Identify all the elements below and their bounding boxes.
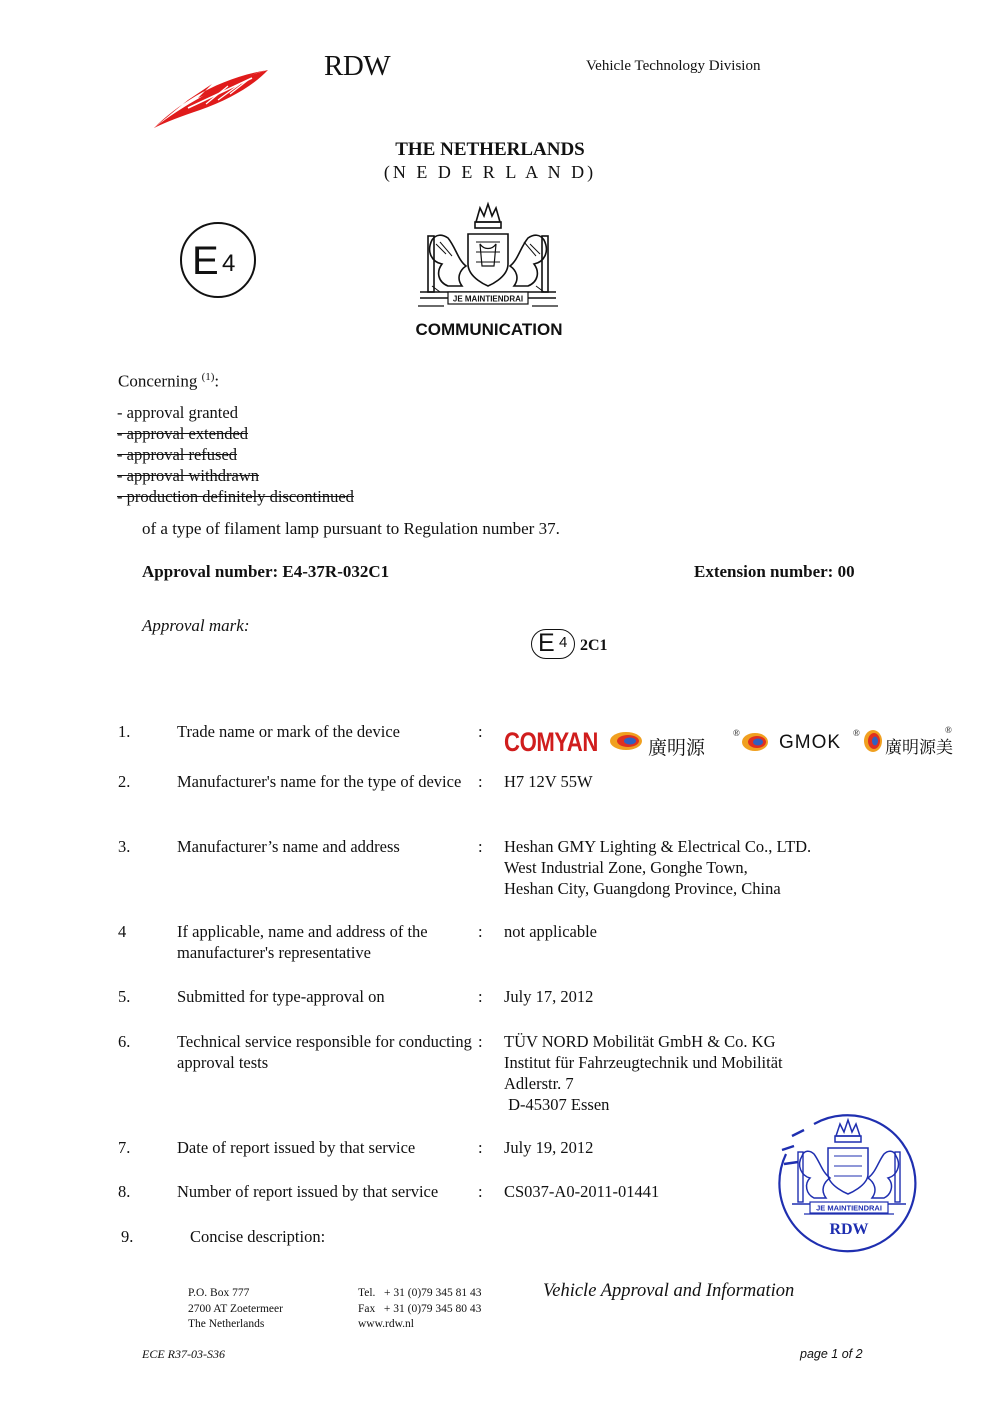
page-number: page 1 of 2 [800,1347,863,1361]
item-6-value-line-2: Institut für Fahrzeugtechnik und Mobilität [504,1053,783,1072]
item-8-number: 8. [118,1182,131,1201]
item-2-value: H7 12V 55W [504,772,593,791]
footer-address: P.O. Box 777 2700 AT Zoetermeer The Netherlands [188,1287,283,1330]
item-7-colon: : [478,1138,483,1157]
item-4-colon: : [478,922,483,941]
e4-approval-circle-icon [178,220,258,300]
item-3-number: 3. [118,837,131,856]
trade-mark-chinese-1: 廣明源 [648,737,706,759]
stamp-org: RDW [829,1221,869,1238]
footnote-ref: (1) [201,371,215,383]
footer-contact: Tel. + 31 (0)79 345 81 43 Fax + 31 (0)79 345 80 43 www.rdw.nl [358,1286,482,1333]
swirl-logo-icon [862,728,884,754]
approval-number: Approval number: E4-37R-032C1 [142,562,390,581]
item-5-value: July 17, 2012 [504,987,594,1006]
item-5-number: 5. [118,987,131,1006]
registered-mark-1: ® [733,728,740,738]
option-approval-refused: - approval refused [117,445,238,464]
item-2-colon: : [478,772,483,791]
coat-of-arms-motto: JE MAINTIENDRAI [452,294,524,304]
extension-number: Extension number: 00 [694,562,855,581]
item-4-label: If applicable, name and address of the manufacturer's representative [177,922,428,962]
document-code: ECE R37-03-S36 [142,1347,225,1361]
gmok-logo: GMOK [779,732,842,753]
document-title: COMMUNICATION [415,320,563,339]
item-9-number: 9. [121,1227,134,1246]
item-6-label: Technical service responsible for conducting approval tests [177,1032,472,1072]
item-1-number: 1. [118,722,131,741]
item-2-label: Manufacturer's name for the type of device [177,772,462,791]
e4-letter: E [192,239,219,283]
option-approval-granted: - approval granted [117,403,238,422]
country-heading: THE NETHERLANDS [395,139,585,160]
item-7-number: 7. [118,1138,131,1157]
trade-mark-chinese-2: 廣明源美 [885,738,953,758]
swirl-logo-icon [608,730,644,752]
approval-mark-number: 4 [559,634,568,651]
footer-website: www.rdw.nl [358,1318,415,1330]
comyan-logo: COMYAN [504,727,598,757]
item-7-label: Date of report issued by that service [177,1138,416,1157]
item-6-number: 6. [118,1032,131,1051]
item-9-label: Concise description: [190,1227,326,1246]
item-7-value: July 19, 2012 [504,1138,594,1157]
option-approval-extended: - approval extended [117,424,249,443]
approval-mark-label: Approval mark: [142,616,250,635]
item-5-label: Submitted for type-approval on [177,987,385,1006]
item-1-label: Trade name or mark of the device [177,722,400,741]
item-4-number: 4 [118,922,127,941]
approval-mark-code: 2C1 [580,637,608,654]
item-1-colon: : [478,722,483,741]
item-3-value-line-3: Heshan City, Guangdong Province, China [504,879,781,898]
option-production-discontinued: - production definitely discontinued [117,487,354,506]
rdw-logo-icon [148,64,274,132]
stamp-motto: JE MAINTIENDRAI [816,1203,882,1213]
e4-number: 4 [222,250,236,277]
item-8-label: Number of report issued by that service [177,1182,439,1201]
option-approval-withdrawn: - approval withdrawn [117,466,260,485]
item-2-number: 2. [118,772,131,791]
item-6-value-line-1: TÜV NORD Mobilität GmbH & Co. KG [504,1032,776,1051]
concerning-label: Concerning $^{(1)}$: [118,371,220,391]
item-4-value: not applicable [504,922,598,941]
item-3-value-line-1: Heshan GMY Lighting & Electrical Co., LTD. [504,837,812,856]
approval-mark-letter: E [538,629,555,657]
coat-of-arms-icon [418,200,558,312]
swirl-logo-icon [740,731,770,753]
item-5-colon: : [478,987,483,1006]
rdw-stamp-icon [774,1110,924,1256]
footer-tagline: Vehicle Approval and Information [543,1281,795,1301]
country-local-heading: (N E D E R L A N D) [383,162,597,182]
division-name: Vehicle Technology Division [586,58,761,74]
item-8-colon: : [478,1182,483,1201]
item-6-value-line-4: D-45307 Essen [504,1095,610,1114]
item-3-label: Manufacturer’s name and address [177,837,400,856]
item-3-colon: : [478,837,483,856]
item-6-value-line-3: Adlerstr. 7 [504,1074,574,1093]
registered-mark-2: ® [853,728,860,738]
org-name: RDW [324,50,391,82]
subject-line: of a type of filament lamp pursuant to Regulation number 37. [142,519,560,538]
item-8-value: CS037-A0-2011-01441 [504,1182,660,1201]
registered-mark-3: ® [945,725,952,735]
item-6-colon: : [478,1032,483,1051]
item-3-value-line-2: West Industrial Zone, Gonghe Town, [504,858,748,877]
